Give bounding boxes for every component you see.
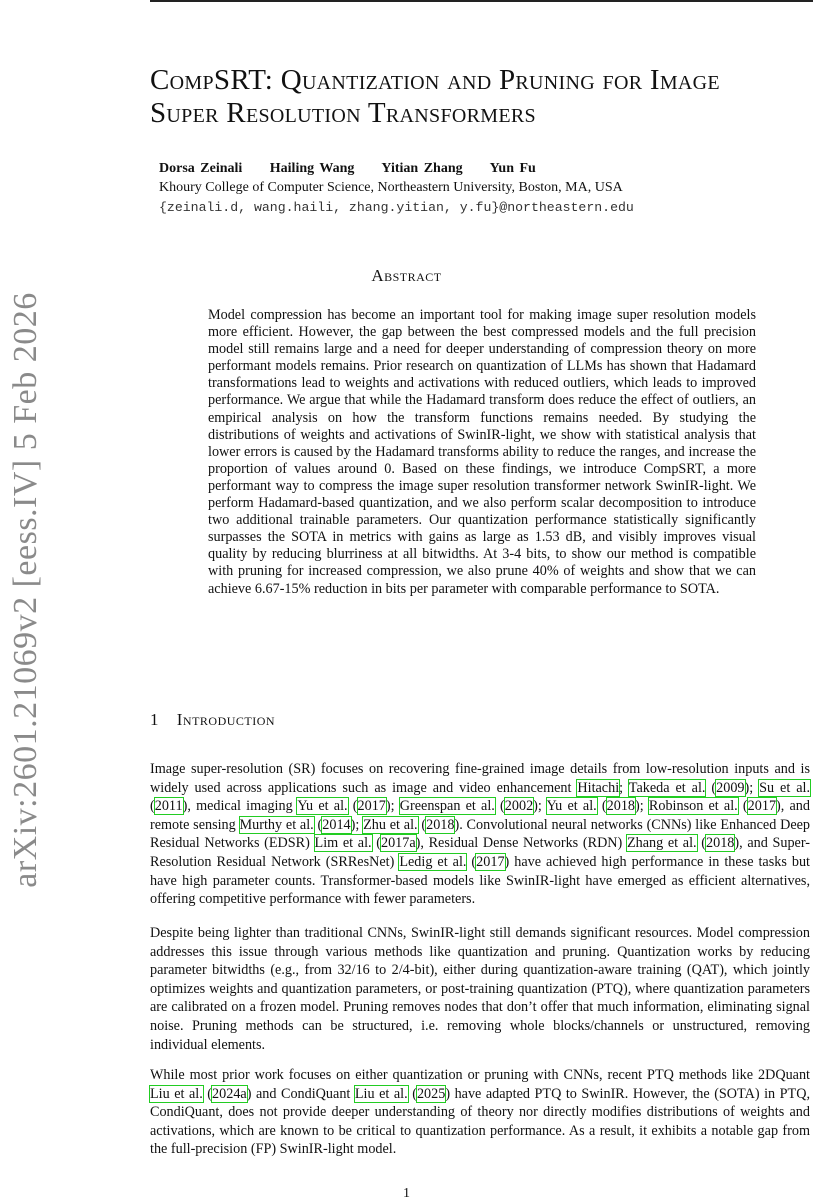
text: ; [619, 779, 629, 796]
text: ( [596, 798, 607, 815]
text: ); [744, 779, 760, 796]
text: ( [347, 798, 358, 815]
intro-paragraph-3 [150, 1066, 810, 1159]
citation-link[interactable]: Su et al. [759, 779, 811, 796]
paper-title: CompSRT: Quantization and Pruning for Image Super Resolution Transformers [150, 64, 720, 129]
citation-year-link[interactable]: 2011 [154, 798, 183, 815]
text: ( [696, 835, 706, 852]
text: ( [705, 779, 717, 796]
citation-link[interactable]: Hitachi [577, 779, 620, 796]
citation-link[interactable]: Lim et al. [314, 835, 372, 852]
arxiv-stamp [6, 292, 46, 888]
text: ( [466, 853, 477, 870]
author: Hailing Wang [269, 161, 355, 176]
citation-year-link[interactable]: 2018 [606, 798, 636, 815]
text: ); [350, 816, 364, 833]
text: ), Residual Dense Networks (RDN) [415, 835, 627, 852]
text: ( [202, 1085, 213, 1102]
author: Dorsa Zeinali [159, 161, 243, 176]
citation-link[interactable]: Greenspan et al. [399, 798, 495, 815]
text: ( [150, 798, 155, 815]
text: Image super-resolution (SR) focuses on recovering fine-grained image details from low-resolution inputs and is widely used across applications such as image and video enhancement [150, 761, 810, 796]
text: ). Convolutional neural networks (CNNs) like Enhanced Deep Residual Networks (EDSR) [150, 816, 811, 852]
citation-year-link[interactable]: 2024a [212, 1085, 247, 1102]
citation-link[interactable]: Liu et al. [150, 1085, 203, 1102]
citation-link[interactable]: Ledig et al. [399, 853, 467, 870]
text: ( [313, 816, 323, 833]
author-emails: {zeinali.d, wang.haili, zhang.yitian, y.fu}@northeastern.edu [159, 200, 634, 215]
intro-paragraph-2: Despite being lighter than traditional CNNs, SwinIR-light still demands significant resources. Model compression addresses this issue through various methods like quantization and pruning. Quantization works by reducing parameter bitwidths (e.g., from 32/16 to 2/4-bit), either during quantization-aware training (QAT), which jointly optimizes weights and quantization parameters, or post-training quantization (PTQ), where quantization parameters are calibrated on a frozen model. Pruning removes nodes that don’t offer that much information, eliminating signal noise. Pruning methods can be structured, i.e. removing whole blocks/channels or unstructured, removing individual elements. [150, 925, 810, 1053]
citation-year-link[interactable]: 2018 [426, 816, 455, 833]
citation-link[interactable]: Zhang et al. [626, 835, 697, 852]
header-rule [150, 0, 813, 2]
text: ); [635, 798, 649, 815]
citation-year-link[interactable]: 2017 [476, 853, 505, 870]
citation-year-link[interactable]: 2025 [416, 1085, 446, 1102]
text: ( [371, 835, 381, 852]
section-heading [150, 710, 275, 730]
section-title: Introduction [176, 710, 276, 729]
citation-year-link[interactable]: 2009 [716, 779, 745, 796]
abstract-heading: Abstract [371, 266, 442, 285]
author: Yitian Zhang [381, 161, 463, 176]
citation-link[interactable]: Robinson et al. [648, 798, 738, 815]
text: ( [737, 798, 748, 815]
citation-link[interactable]: Murthy et al. [239, 816, 314, 833]
text: ), and Super-Resolution Residual Network (SRResNet) [150, 835, 811, 870]
citation-year-link[interactable]: 2014 [322, 816, 351, 833]
citation-year-link[interactable]: 2002 [504, 798, 534, 815]
text: ) and CondiQuant [246, 1085, 355, 1102]
citation-link[interactable]: Yu et al. [546, 798, 597, 815]
arxiv-stamp-text: arXiv:2601.21069v2 [eess.IV] 5 Feb 2026 [7, 292, 44, 888]
citation-year-link[interactable]: 2017a [380, 835, 416, 852]
citation-link[interactable]: Zhu et al. [363, 816, 418, 833]
text: ); [385, 798, 400, 815]
abstract-body: Model compression has become an important tool for making image super resolution models more efficient. However, the gap between the best compressed models and the full precision model still remains large and a need for deeper understanding of compression theory on more performant models remains. Prior research on quantization of LLMs has shown that Hadamard transformations lead to weights and activations with reduced outliers, which leads to improved performance. We argue that while the Hadamard transform does reduce the effect of outliers, an empirical analysis on how the transform functions remains needed. By studying the distributions of weights and activations of SwinIR-light, we show with statistical analysis that lower errors is caused by the Hadamard transforms ability to reduce the ranges, and increase the proportion of values around 0. Based on these findings, we introduce CompSRT, a more performant way to compress the image super resolution transformer network SwinIR-light. We perform Hadamard-based quantization, and we also perform scalar decomposition to introduce two additional trainable parameters. Our quantization performance statistically significantly surpasses the SOTA in metrics with gains as large as 1.53 dB, and visibly improves visual quality by reducing blurriness at all bitwidths. At 3-4 bits, to show our method is compatible with pruning for increased compression, we also prune 40% of weights and show that we can achieve 6.67-15% reduction in bits per parameter with comparable performance to SOTA. [208, 307, 756, 597]
text: ( [417, 816, 427, 833]
text: ), and remote sensing [150, 798, 810, 833]
citation-link[interactable]: Liu et al. [354, 1085, 408, 1102]
section-number: 1 [150, 710, 159, 729]
intro-paragraph-1 [150, 760, 810, 909]
text: ) have adapted PTQ to SwinIR. However, the (SOTA) in PTQ, CondiQuant, does not provide deeper understanding of theory nor directly modifies distributions of weights and activations, which are known to be critical to quantization performance. As a result, it exhibits a notable gap from the full-precision (FP) SwinIR-light model. [150, 1085, 810, 1158]
text: ); [533, 798, 547, 815]
author-list [159, 161, 558, 177]
text: While most prior work focuses on either quantization or pruning with CNNs, recent PTQ methods like 2DQuant [150, 1067, 810, 1083]
citation-year-link[interactable]: 2018 [706, 835, 735, 852]
page-number: 1 [403, 1186, 410, 1201]
affiliation: Khoury College of Computer Science, Northeastern University, Boston, MA, USA [159, 180, 623, 195]
citation-year-link[interactable]: 2017 [747, 798, 777, 815]
author: Yun Fu [489, 161, 536, 176]
citation-link[interactable]: Yu et al. [297, 798, 348, 815]
citation-link[interactable]: Takeda et al. [628, 779, 706, 796]
text: ) have achieved high performance in these tasks but have high parameter counts. Transformer-based models like SwinIR-light have emerged as efficient alternatives, offering competitive performance with fewer parameters. [150, 853, 810, 908]
text: ), medical imaging [182, 798, 298, 815]
text: ( [494, 798, 505, 815]
citation-year-link[interactable]: 2017 [357, 798, 386, 815]
text: ( [407, 1085, 417, 1102]
